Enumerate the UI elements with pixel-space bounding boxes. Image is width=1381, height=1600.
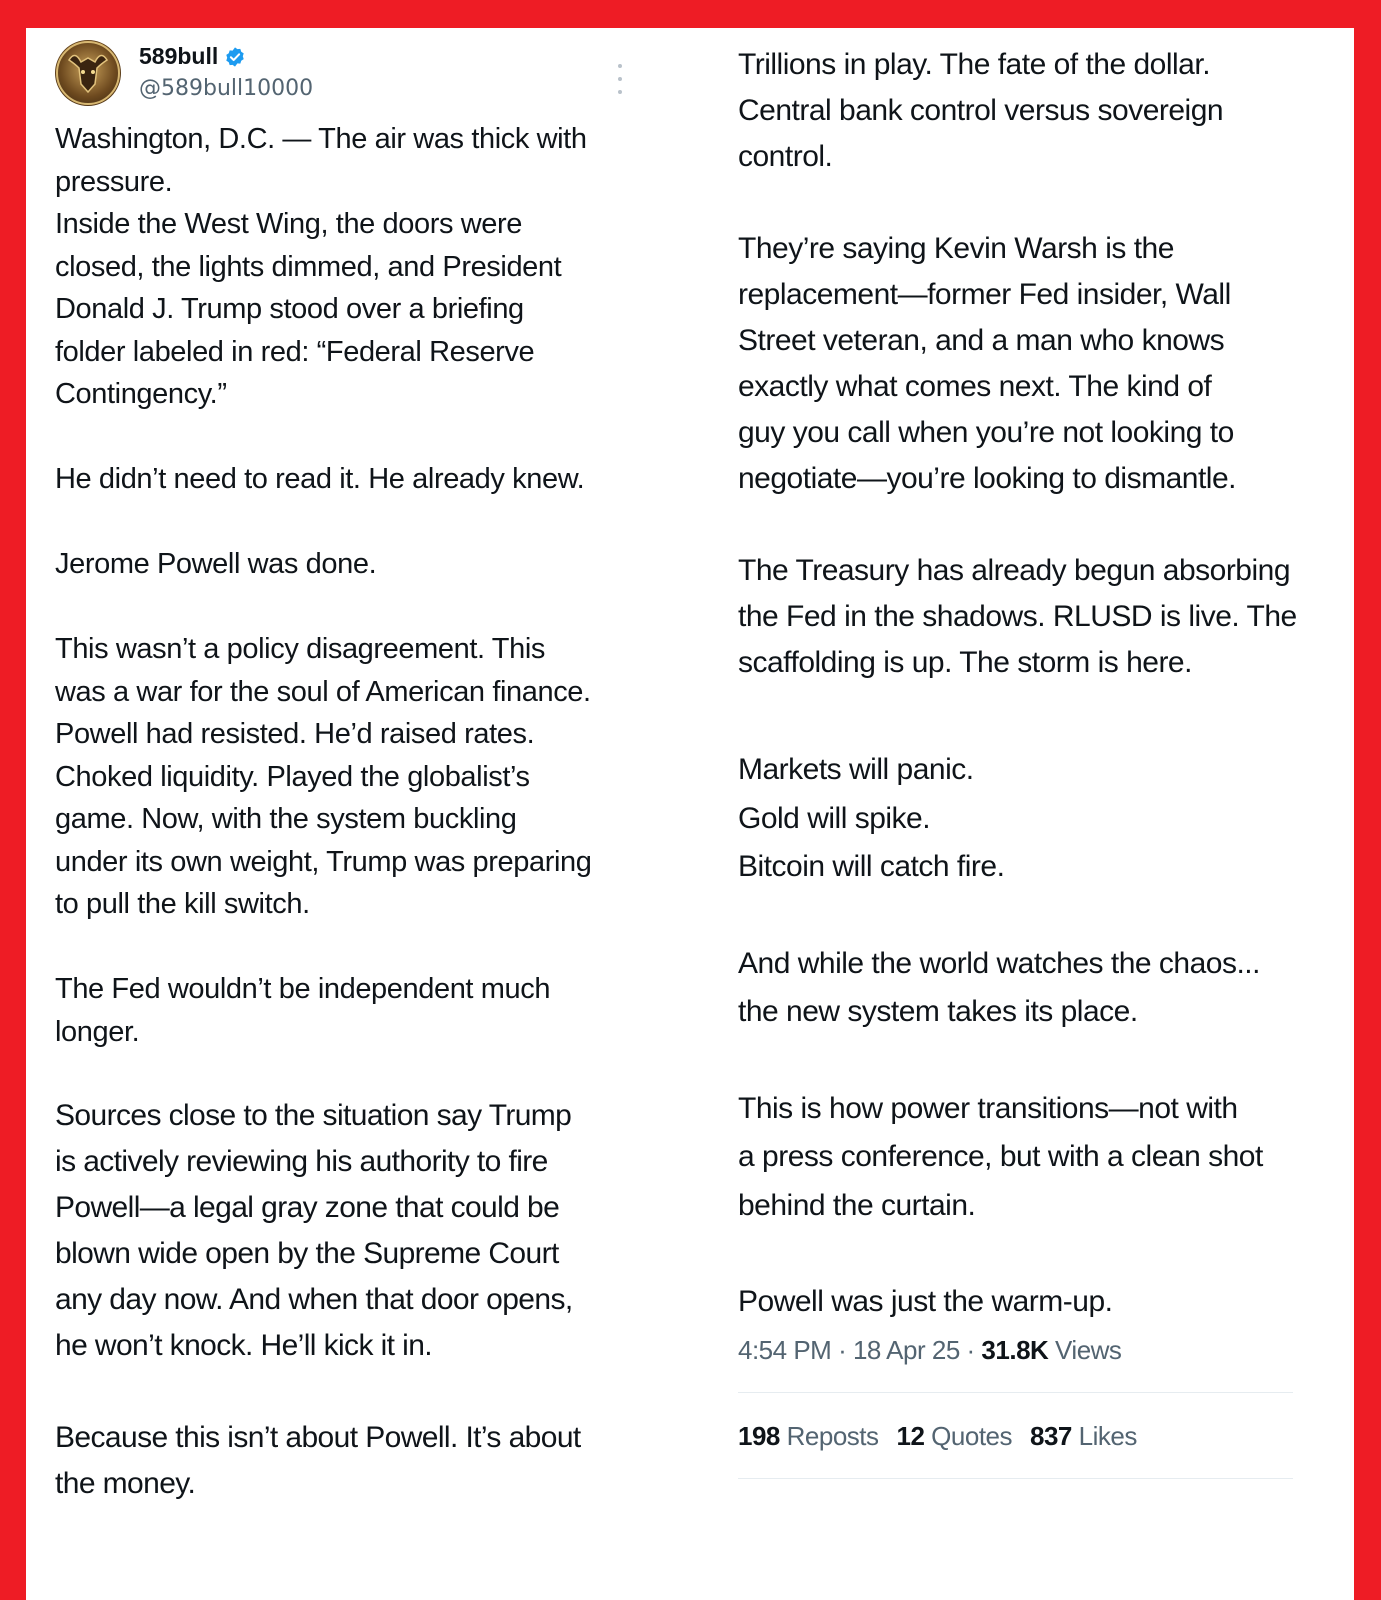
- tweet-text-right: [738, 42, 1338, 1327]
- tweet-header: [55, 40, 665, 118]
- paragraph: Sources close to the situation say Trump is actively reviewing his authority to fire Powell—a legal gray zone that could be blown wide open by the Supreme Court any day now. And when that door opens, he won’t knock. He’ll kick it in.: [55, 1099, 573, 1362]
- quotes-stat[interactable]: [897, 1421, 1012, 1452]
- paragraph: This is how power transitions—not with a press conference, but with a clean shot behind the curtain.: [738, 1091, 1263, 1222]
- paragraph: Washington, D.C. — The air was thick with pressure. Inside the West Wing, the doors were closed, the lights dimmed, and President Donald J. Trump stood over a briefing folder labeled in red: “Federal Reserve Contingency.”: [55, 123, 587, 410]
- likes-count: 837: [1030, 1420, 1072, 1451]
- views-label: Views: [1055, 1334, 1122, 1365]
- left-column: [55, 40, 665, 1507]
- separator: ·: [966, 1334, 975, 1365]
- paragraph: The Fed wouldn’t be independent much longer.: [55, 973, 551, 1048]
- paragraph: Trillions in play. The fate of the dollar. Central bank control versus sovereign control.: [738, 48, 1224, 173]
- quotes-count: 12: [896, 1420, 925, 1451]
- post-time[interactable]: 4:54 PM: [738, 1334, 832, 1365]
- paragraph: This wasn’t a policy disagreement. This was a war for the soul of American finance. Powell had resisted. He’d raised rates. Choked liquidity. Played the globalist’s game. Now, with the system buckling under its own weight, Trump was preparing to pull the kill switch.: [55, 633, 592, 920]
- reposts-stat[interactable]: [738, 1421, 879, 1452]
- right-column: [738, 42, 1338, 1479]
- engagement-stats: [738, 1421, 1338, 1452]
- quotes-label: Quotes: [931, 1420, 1012, 1451]
- avatar[interactable]: [55, 40, 121, 106]
- reposts-count: 198: [738, 1420, 780, 1451]
- likes-stat[interactable]: [1030, 1421, 1137, 1452]
- user-handle[interactable]: @589bull10000: [139, 76, 314, 101]
- divider: [738, 1478, 1293, 1479]
- post-date[interactable]: 18 Apr 25: [852, 1334, 960, 1365]
- paragraph: And while the world watches the chaos... the new system takes its place.: [738, 946, 1260, 1028]
- paragraph: Because this isn’t about Powell. It’s about the money.: [55, 1421, 581, 1500]
- name-line: [139, 43, 246, 70]
- tweet-text-left: [55, 118, 665, 1507]
- likes-label: Likes: [1078, 1420, 1137, 1451]
- reposts-label: Reposts: [786, 1420, 879, 1451]
- verified-badge-icon: [224, 46, 246, 68]
- paragraph: He didn’t need to read it. He already knew.: [55, 463, 585, 495]
- tweet-meta: [738, 1335, 1338, 1366]
- paragraph: Markets will panic. Gold will spike. Bitcoin will catch fire.: [738, 753, 1005, 883]
- paragraph: Jerome Powell was done.: [55, 548, 377, 580]
- more-options-icon[interactable]: [615, 64, 625, 94]
- separator: ·: [838, 1334, 847, 1365]
- divider: [738, 1392, 1293, 1393]
- tweet-card: [26, 28, 1354, 1600]
- paragraph: Powell was just the warm-up.: [738, 1285, 1113, 1318]
- paragraph: The Treasury has already begun absorbing the Fed in the shadows. RLUSD is live. The scaffolding is up. The storm is here.: [738, 554, 1297, 679]
- display-name[interactable]: 589bull: [139, 43, 219, 69]
- paragraph: They’re saying Kevin Warsh is the replacement—former Fed insider, Wall Street veteran, and a man who knows exactly what comes next. The kind of guy you call when you’re not looking to negotiate—you’re looking to dismantle.: [738, 232, 1236, 495]
- views-count: 31.8K: [981, 1334, 1049, 1365]
